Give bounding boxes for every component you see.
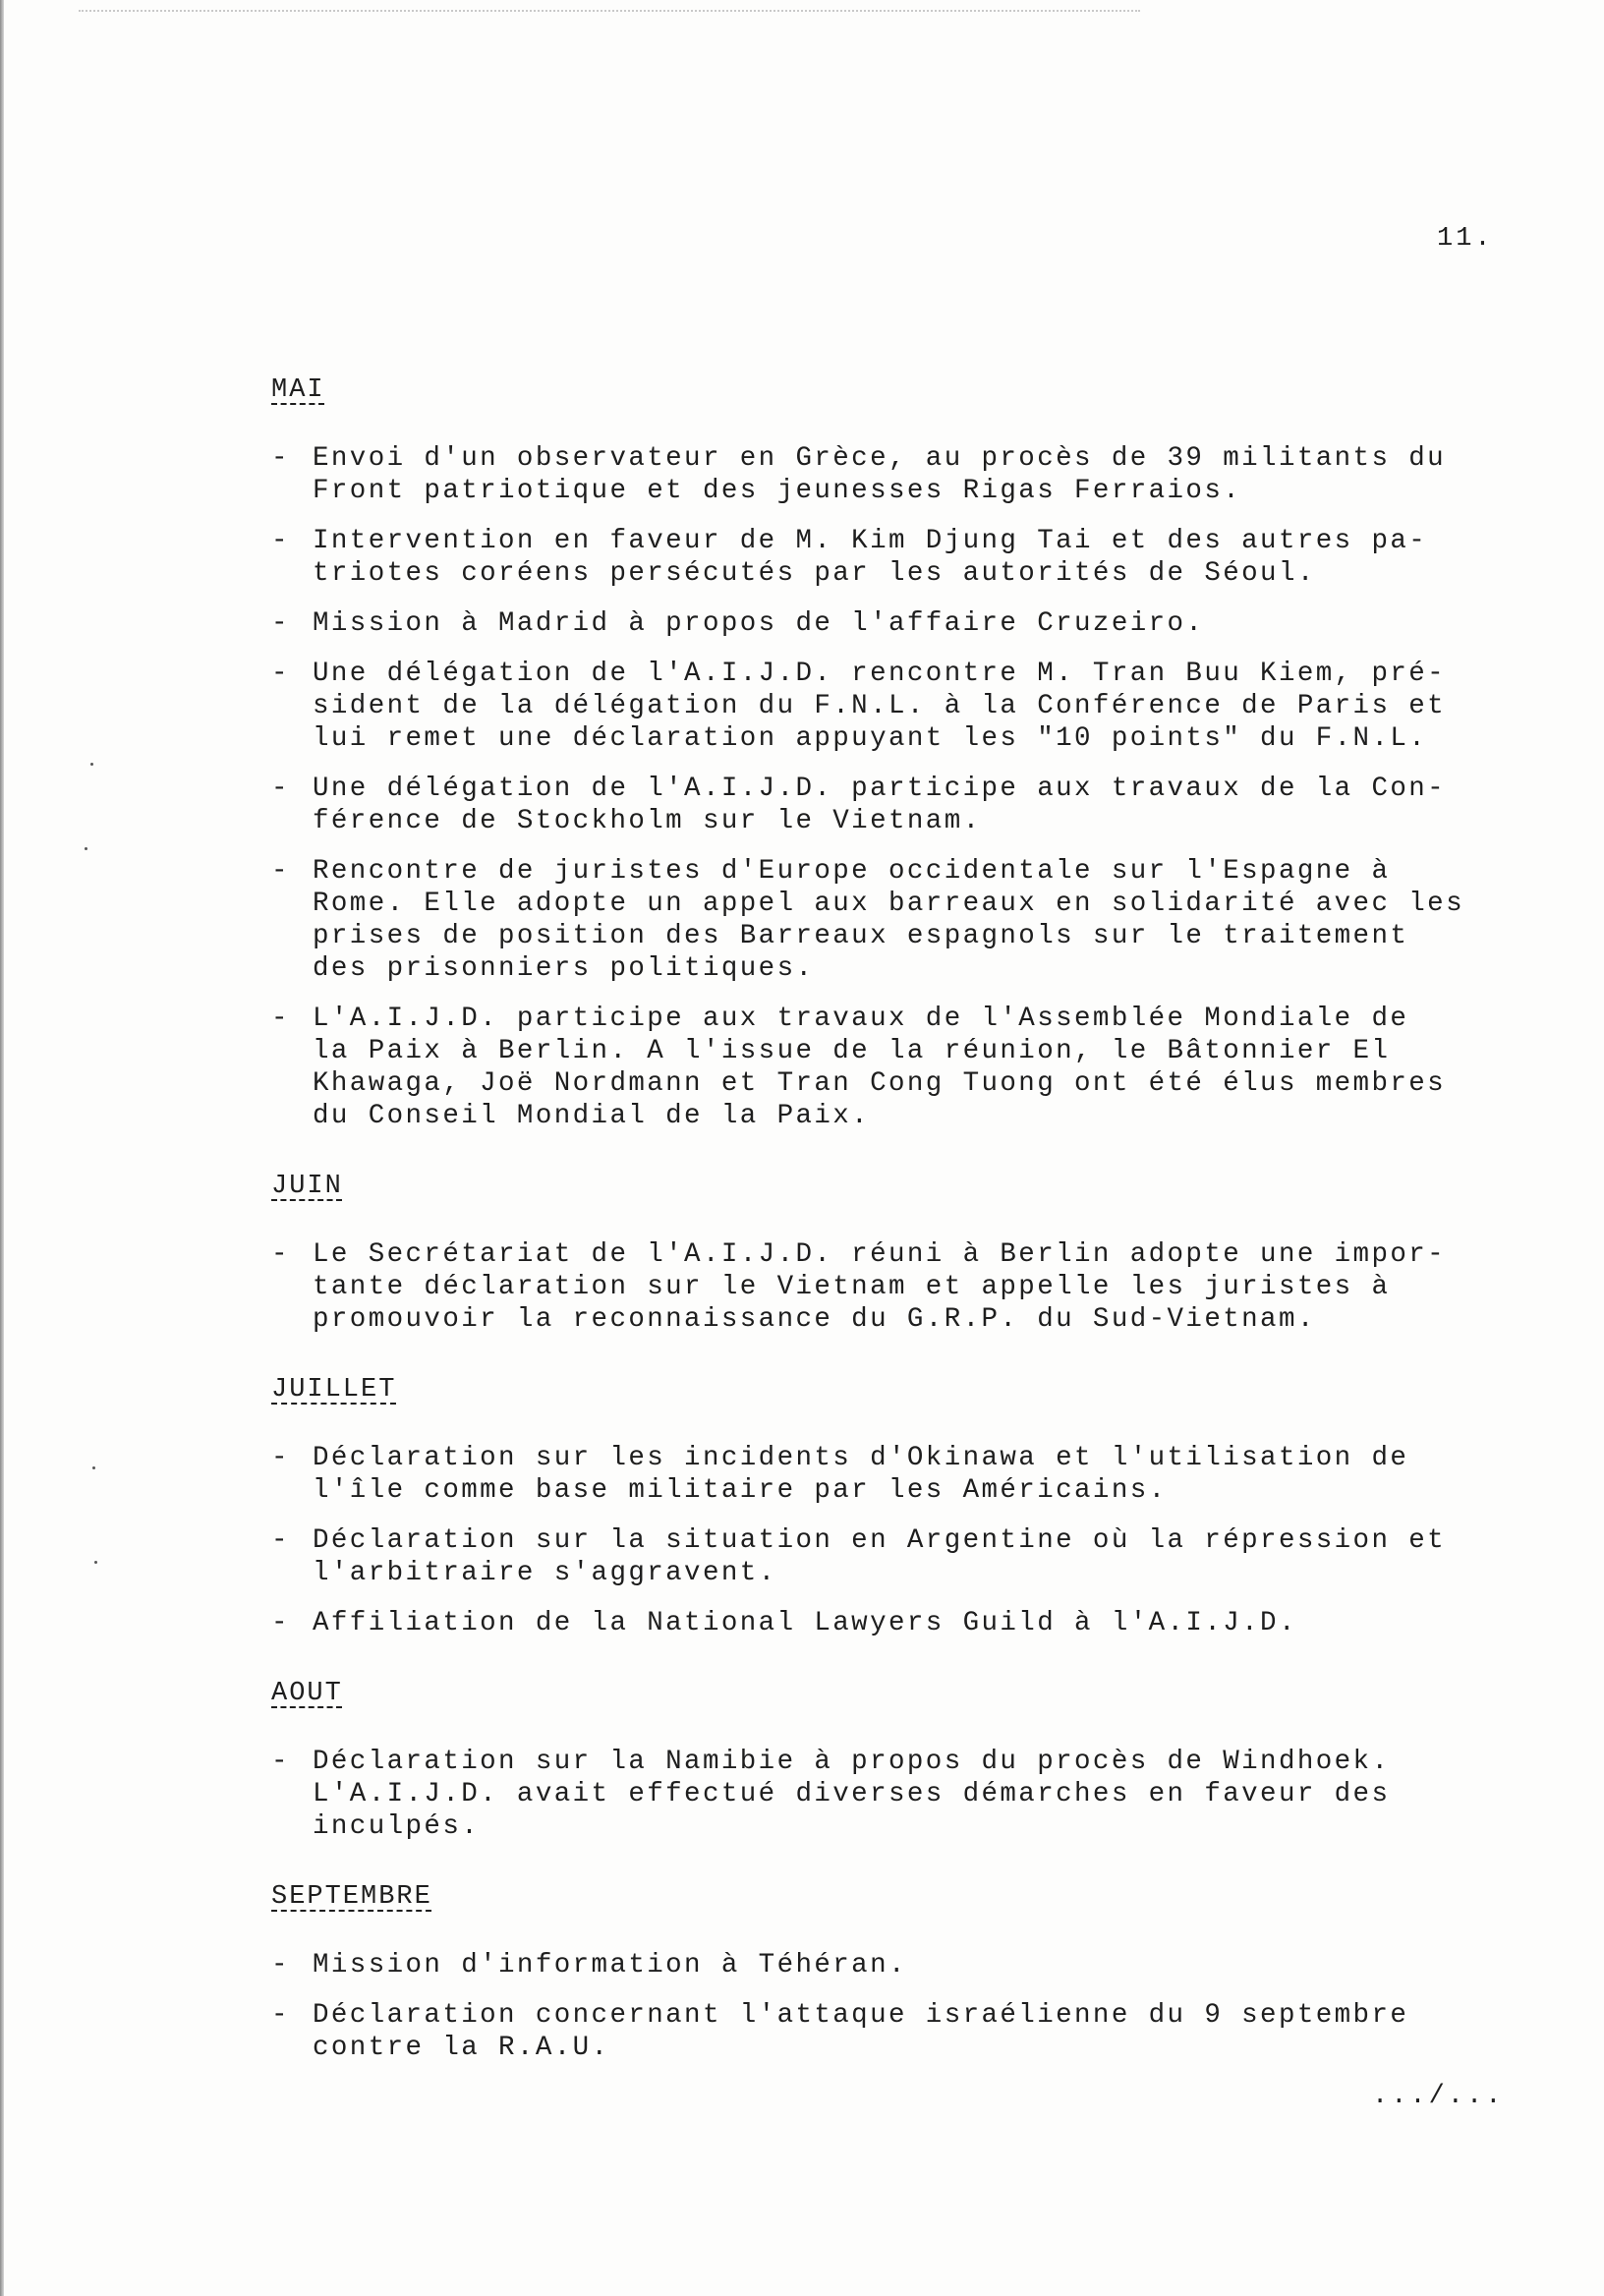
item-text: Affiliation de la National Lawyers Guild à l'A.I.J.D. [313, 1608, 1297, 1638]
month-heading: MAI [271, 375, 325, 405]
item-text: Rencontre de juristes d'Europe occidentale sur l'Espagne à Rome. Elle adopte un appel aux barreaux en solidarité avec les prises de position des Barreaux espagnols sur le traitement des prisonniers politiques. [313, 856, 1464, 984]
item-text: Mission d'information à Téhéran. [313, 1950, 907, 1980]
month-section [271, 1172, 1549, 1375]
dash-bullet: - [271, 1239, 290, 1270]
dash-bullet: - [271, 1747, 290, 1777]
month-section [271, 1882, 1549, 2103]
item-text: Mission à Madrid à propos de l'affaire Cruzeiro. [313, 608, 1205, 639]
scan-speck [90, 763, 93, 766]
month-section [271, 375, 1549, 1172]
scan-edge [0, 0, 4, 2296]
dash-bullet: - [271, 1004, 290, 1034]
item-text: Envoi d'un observateur en Grèce, au procès de 39 militants du Front patriotique et des jeunesses Rigas Ferraios. [313, 443, 1447, 506]
list-item [271, 1607, 1549, 1639]
item-text: L'A.I.J.D. participe aux travaux de l'Assemblée Mondiale de la Paix à Berlin. A l'issue de la réunion, le Bâtonnier El Khawaga, Joë Nordmann et Tran Cong Tuong ont été élus membres du Conseil Mondial de la Paix. [313, 1004, 1447, 1131]
dash-bullet: - [271, 526, 290, 556]
list-item [271, 855, 1549, 985]
month-heading: SEPTEMBRE [271, 1882, 432, 1912]
list-item [271, 1238, 1549, 1336]
section-spacer [271, 1353, 1549, 1375]
scan-top-artifact [79, 10, 1140, 14]
item-text: Déclaration sur la Namibie à propos du procès de Windhoek. L'A.I.J.D. avait effectué diverses démarches en faveur des inculpés. [313, 1747, 1391, 1842]
item-text: Déclaration sur la situation en Argentine où la répression et l'arbitraire s'aggravent. [313, 1525, 1447, 1588]
dash-bullet: - [271, 1950, 290, 1980]
section-spacer [271, 1657, 1549, 1679]
dash-bullet: - [271, 443, 290, 474]
dash-bullet: - [271, 774, 290, 804]
item-text: Intervention en faveur de M. Kim Djung Tai et des autres pa- triotes coréens persécutés par les autorités de Séoul. [313, 526, 1428, 589]
month-heading: JUILLET [271, 1375, 397, 1405]
month-section [271, 1679, 1549, 1882]
item-text: Une délégation de l'A.I.J.D. rencontre M. Tran Buu Kiem, pré- sident de la délégation du F.N.L. à la Conférence de Paris et lui remet une déclaration appuyant les "10 points" du F.N.L. [313, 659, 1447, 754]
section-spacer [271, 1861, 1549, 1882]
item-text: Le Secrétariat de l'A.I.J.D. réuni à Berlin adopte une impor- tante déclaration sur le Vietnam et appelle les juristes à promouvoir la reconnaissance du G.R.P. du Sud-Vietnam. [313, 1239, 1447, 1335]
list-item [271, 1442, 1549, 1507]
chronology-content [271, 375, 1549, 2103]
section-spacer [271, 1150, 1549, 1172]
dash-bullet: - [271, 1608, 290, 1638]
item-text: Déclaration sur les incidents d'Okinawa et l'utilisation de l'île comme base militaire par les Américains. [313, 1443, 1409, 1506]
scan-speck [92, 1466, 95, 1469]
dash-bullet: - [271, 1525, 290, 1556]
scan-speck [94, 1561, 97, 1564]
month-heading: AOUT [271, 1679, 343, 1708]
list-item [271, 442, 1549, 507]
list-item [271, 773, 1549, 837]
list-item [271, 1746, 1549, 1843]
continued-marker: .../... [1372, 2082, 1505, 2111]
dash-bullet: - [271, 1443, 290, 1473]
list-item [271, 525, 1549, 590]
dash-bullet: - [271, 2000, 290, 2031]
section-spacer [271, 2082, 1549, 2103]
list-item [271, 1949, 1549, 1981]
list-item [271, 1003, 1549, 1132]
list-item [271, 607, 1549, 640]
list-item [271, 1524, 1549, 1589]
list-item [271, 658, 1549, 755]
month-heading: JUIN [271, 1172, 343, 1201]
scan-speck [85, 847, 87, 850]
month-section [271, 1375, 1549, 1679]
item-text: Une délégation de l'A.I.J.D. participe aux travaux de la Con- férence de Stockholm sur le Vietnam. [313, 774, 1447, 836]
list-item [271, 1999, 1549, 2064]
page-number: 11. [1437, 224, 1494, 254]
dash-bullet: - [271, 608, 290, 639]
dash-bullet: - [271, 659, 290, 689]
item-text: Déclaration concernant l'attaque israélienne du 9 septembre contre la R.A.U. [313, 2000, 1409, 2063]
dash-bullet: - [271, 856, 290, 887]
